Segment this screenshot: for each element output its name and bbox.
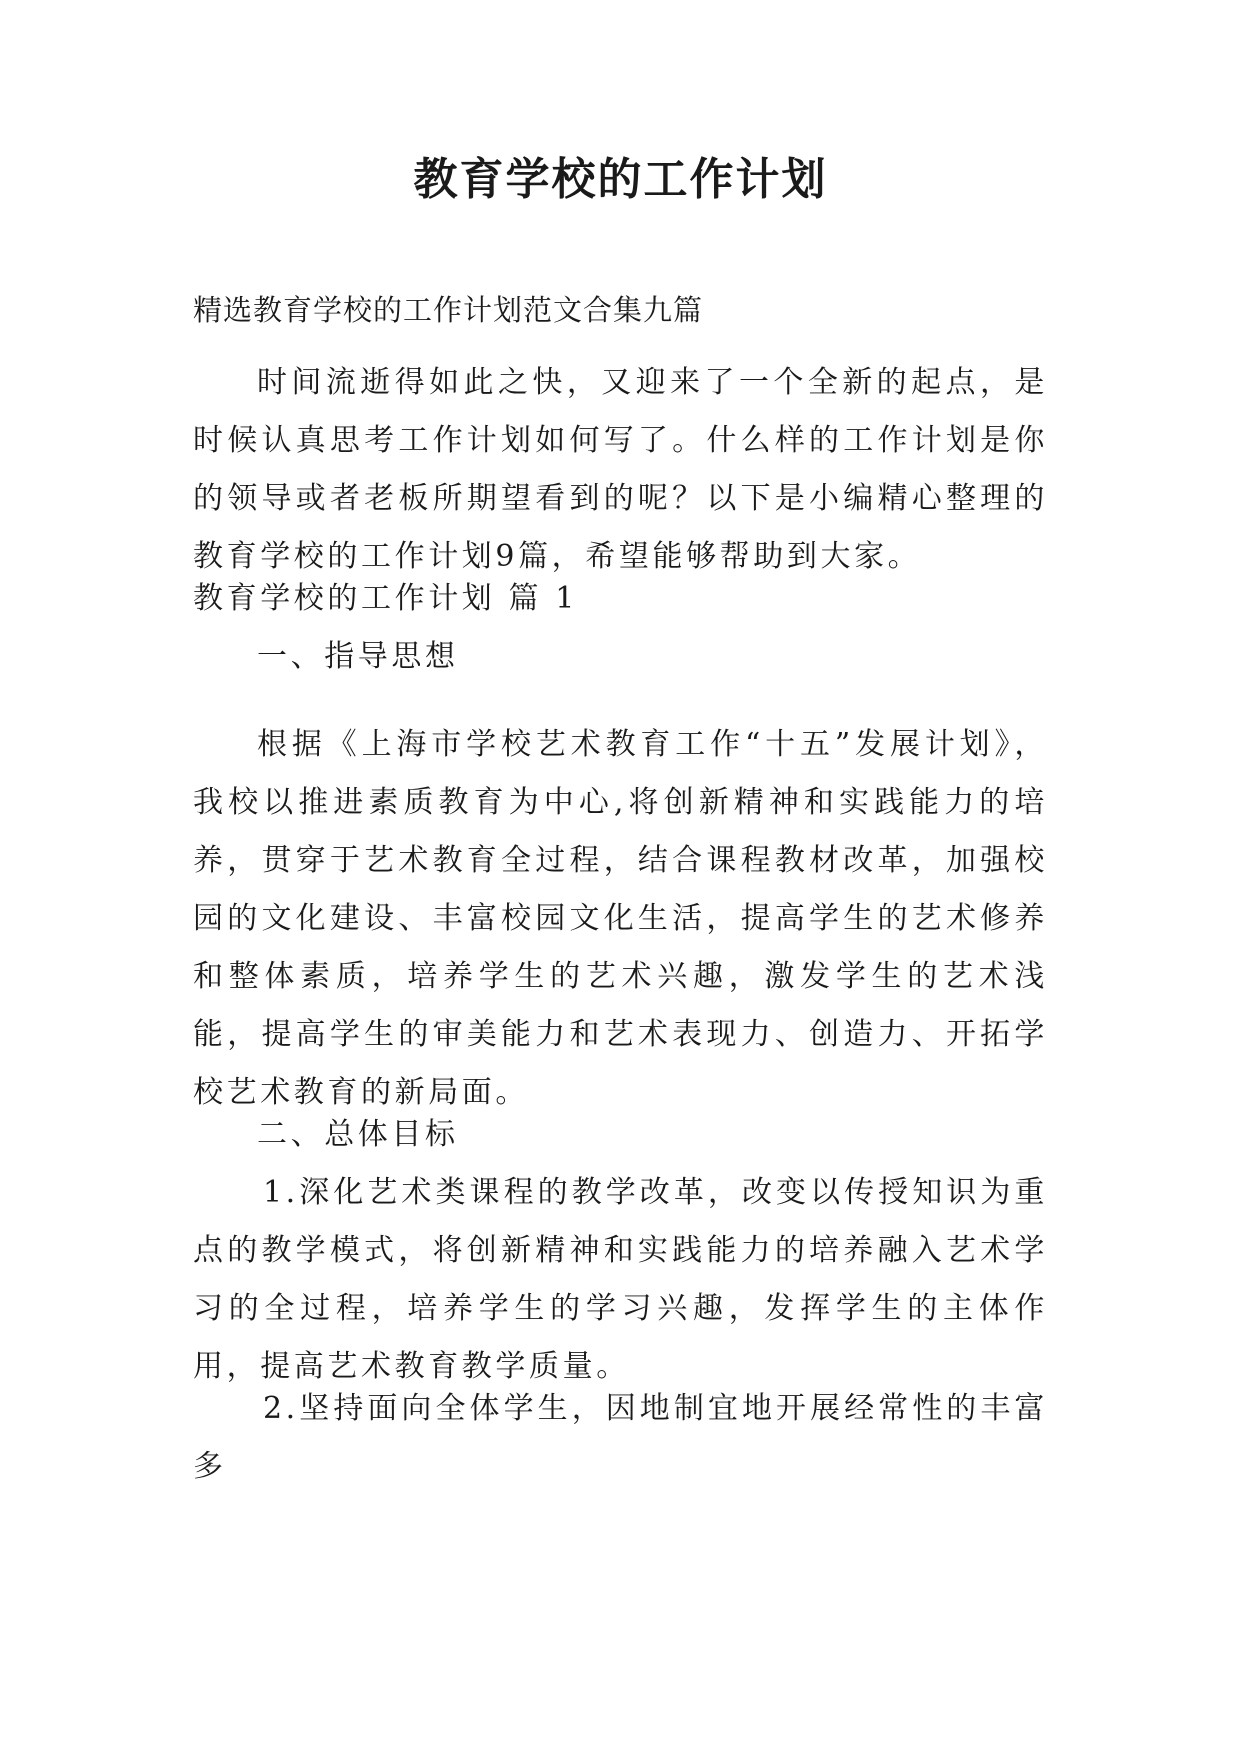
document-title: 教育学校的工作计划 [413,154,828,205]
section-heading: 教育学校的工作计划 篇 1 [193,581,578,616]
part2-heading: 二、总体目标 [257,1117,459,1152]
goal1-paragraph: 1.深化艺术类课程的教学改革，改变以传授知识为重点的教学模式，将创新精神和实践能力的培养融入艺术学习的全过程，培养学生的学习兴趣，发挥学生的主体作用，提高艺术教育教学质量。 [193,1175,1048,1384]
document-subtitle: 精选教育学校的工作计划范文合集九篇 [193,293,704,327]
goal2-paragraph: 2.坚持面向全体学生，因地制宜地开展经常性的丰富多 [193,1391,1048,1484]
part1-paragraph: 根据《上海市学校艺术教育工作“十五”发展计划》，我校以推进素质教育为中心,将创新精神和实践能力的培养，贯穿于艺术教育全过程，结合课程教材改革，加强校园的文化建设、丰富校园文化生活，提高学生的艺术修养和整体素质，培养学生的艺术兴趣，激发学生的艺术浅能，提高学生的审美能力和艺术表现力、创造力、开拓学校艺术教育的新局面。 [193,727,1048,1110]
part1-heading: 一、指导思想 [257,639,459,674]
intro-paragraph: 时间流逝得如此之快，又迎来了一个全新的起点，是时候认真思考工作计划如何写了。什么样的工作计划是你的领导或者老板所期望看到的呢？以下是小编精心整理的教育学校的工作计划9篇，希望能够帮助到大家。 [193,365,1048,574]
